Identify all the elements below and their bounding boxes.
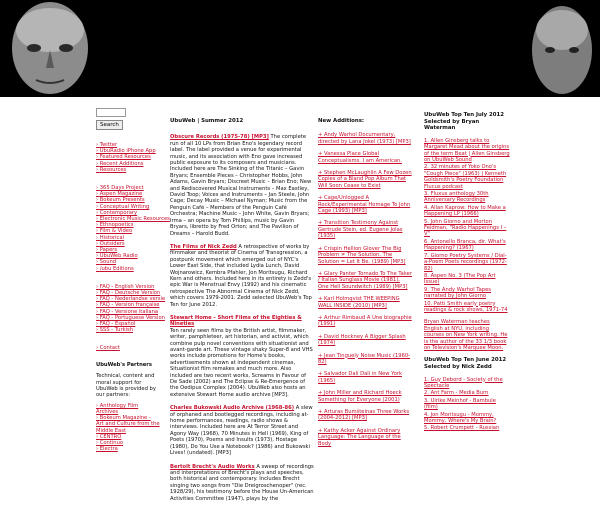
nav-item[interactable]: › FAQ - Nederlandse versie <box>96 296 160 302</box>
header-banner <box>0 0 600 97</box>
nav-item[interactable]: › 365 Days Project <box>96 185 160 191</box>
nav-item[interactable]: › FAQ - Español <box>96 321 160 327</box>
partner-link[interactable]: › Continuo <box>96 440 160 446</box>
nav-item[interactable]: › Electronic Music Resources <box>96 216 160 222</box>
additions-heading: New Additions: <box>318 118 365 124</box>
article <box>170 315 314 398</box>
article-title-link[interactable]: Obscure Records (1975-78) [MP3] <box>170 134 269 141</box>
top-ten-column <box>424 112 510 433</box>
top-ten-item[interactable]: 4. Allan Kaprow: How to Make a Happening LP (1966) <box>424 204 506 218</box>
portrait-image <box>0 0 100 97</box>
nav-main-list <box>96 142 160 173</box>
partner-link[interactable]: › Electra <box>96 446 160 452</box>
main-content <box>170 118 314 509</box>
nav-item[interactable]: › Ethnopoetics <box>96 222 160 228</box>
selector-bio[interactable]: Bryan Waterman teaches English at NYU, including courses on New York writing. He is the author of the 33 1/3 book on Television's Marquee Moon. <box>424 319 508 351</box>
addition-item[interactable]: + Andy Warhol Documentary, directed by Lana Jokel (1973) [MP3] <box>318 132 411 145</box>
addition-item[interactable]: + David Hockney A Bigger Splash (1974) <box>318 333 406 347</box>
portrait-image-right <box>522 0 600 97</box>
search-input[interactable] <box>96 108 126 117</box>
top-ten-item[interactable]: 6. Antonello Branca, dir. What's Happening? (1967) <box>424 238 506 252</box>
nav-item[interactable]: › Aspen Magazine <box>96 191 160 197</box>
top-ten-item[interactable]: 10. Patti Smith early poetry readings & rock shows, 1971-74 <box>424 300 508 313</box>
article-body: Ten rarely seen films by the British artist, filmmaker, writer, pamphleteer, art historian, and activist, which combine pulp novel conventions with situationist and avant-garde art. These vintage shaky Super-8 and VHS works include promotions for Home's books, advertisements shown at independent cinemas, Situationist film remakes and much more. Also included are two recent works, Screams in Favour of De Sade (2002) and The Eclipse & Re-Emergence of the Oedipus Complex (2004). UbuWeb also hosts an extensive Stewart Home audio archive [MP3]. <box>170 327 313 398</box>
new-additions <box>318 118 412 453</box>
partner-link[interactable]: › Bokeum Magazine - Art and Culture from the Middle East <box>96 415 160 434</box>
nav-faq-list <box>96 283 166 334</box>
article-title-link[interactable]: The Films of Nick Zedd <box>170 243 237 250</box>
left-sidebar <box>96 108 170 453</box>
addition-item[interactable]: + John Miller and Richard Hoeck Something for Everyone (2001) <box>318 390 402 403</box>
article-body: A sweep of recordings and interpretations of Brecht's plays and speeches, both historical and contemporary. Includes Brecht singing two songs from "Die Dreigroschenoper" (rec. 1928/29), his testimony before the House Un-American Activities Committee (1947), plays by the <box>170 463 314 502</box>
partners-heading: UbuWeb's Partners <box>96 361 152 368</box>
nav-item[interactable]: › FAQ - Deutsche Version <box>96 290 160 296</box>
addition-item[interactable]: + Transition Testimony Against Gertrude Stein, ed. Eugene Jolas (1935) <box>318 220 403 240</box>
top-ten-item[interactable]: 7. Giorno Poetry Systems / Dial-a-Poem Poets recordings (1972-82) <box>424 252 507 272</box>
addition-item[interactable]: + Arthur Rimbaud A Une biographie (1991) <box>318 314 412 328</box>
nav-item[interactable]: › /ubu Editions <box>96 266 160 272</box>
top-ten-item[interactable]: 3. Ulrike Meinhof - Bambule (film) <box>424 397 496 411</box>
top-ten-item[interactable]: 4. Jon Moritsugu - Mommy, Mommy, Where's My Brain? <box>424 411 497 424</box>
addition-item[interactable]: + Salvador Dalí Dalí in New York (1965) <box>318 371 402 384</box>
nav-item[interactable]: › Sound <box>96 259 160 265</box>
top-ten-item[interactable]: 3. Fluxus anthology 30th Anniversary Recordings <box>424 191 489 204</box>
addition-item[interactable]: + Crispin Hellion Glover The Big Problem ≠ The Solution. The Solution = Let It Be. (1989) [MP3] <box>318 245 406 265</box>
nav-item[interactable]: › Historical <box>96 235 160 241</box>
addition-item[interactable]: + Vanessa Place Global Conceptualisms. I am American. <box>318 151 402 164</box>
addition-item[interactable]: + Karl Holmqvist THE WEEPING WALL INSIDE (2010) [MP3] <box>318 296 400 309</box>
nav-item[interactable]: › FAQ - Versione italiana <box>96 309 160 315</box>
article <box>170 405 314 456</box>
nav-item[interactable]: › FAQ - Portuguese Version <box>96 315 160 321</box>
top-ten-item[interactable]: 9. The Andy Warhol Tapes narrated by John Giorno <box>424 286 491 300</box>
partner-link[interactable]: › Anthology Film Archives <box>96 403 160 415</box>
partner-link[interactable]: › CENTRO <box>96 434 160 440</box>
partners-list <box>96 403 160 453</box>
top-ten-item[interactable]: 2. 32 minutes of Yoko Ono's "Cough Piece" (1963) | Kenneth Goldsmith's Poetry Foundation Flucus podcast <box>424 164 507 190</box>
search-button[interactable]: Search <box>96 120 123 130</box>
nav-contact-list <box>96 345 160 351</box>
addition-item[interactable]: + Jean Tinguely Noise Music (1960-82) <box>318 352 411 365</box>
top-ten-item[interactable]: 8. Aspen No. 3 (The Pop Art Issue) <box>424 272 496 286</box>
top-ten-heading: UbuWeb Top Ten July 2012 Selected by Bryan Waterman <box>424 112 505 132</box>
article-body: The complete run of all 10 LPs from Brian Eno's legendary record label. The label provided a venue for experimental music, and its association with Eno gave increased public exposure to its composers and musicians. Included here are The Sinking of the Titanic – Gavin Bryars; Ensemble Pieces – Christopher Hobbs, John Adams, Gavin Bryars; Discreet Music – Brian Eno; New and Rediscovered Musical Instruments – Max Eastley, David Toop; Voices and Instruments – Jan Steele, John Cage; Decay Music – Michael Nyman; Music from the Penguin Café – Members of the Penguin Café Orchestra; Machine Music – John White, Gavin Bryars; Irma – an opera by Tom Phillips, music by Gavin Bryars, libretto by Fred Orton; and The Pavilion of Dreams – Harold Budd. <box>170 134 312 237</box>
nav-item[interactable]: › FAQ - English Version <box>96 284 160 290</box>
top-ten-item[interactable]: 1. Guy Debord - Society of the Spectacle <box>424 376 503 389</box>
article-title-link[interactable]: Stewart Home - Short Films of the Eighties & Nineties <box>170 314 302 328</box>
nav-item[interactable]: › Recent Additions <box>96 161 160 167</box>
nav-item-contact[interactable]: › Contact <box>96 345 160 351</box>
top-ten-heading-june: UbuWeb Top Ten June 2012 Selected by Nick Zedd <box>424 357 507 370</box>
article-body: A retrospective of works by filmmaker and theorist of Cinema of Transgression, a postpunk movement which emerged out of NYC's Lower East Side, that included Lydia Lunch, David Wojnarowicz, Kembra Pfahler, Jon Moritsugu, Richard Kern and others. Included here in its entirety is Zedd's epic War is Menstrual Envy (1992) and his cinematic retrospective The Abnormal Cinema of Nick Zedd, which covers 1979-2001. Zedd selected UbuWeb's Top Ten for June 2012. <box>170 243 312 308</box>
nav-item[interactable]: › Bokeum Presents <box>96 197 160 203</box>
nav-item[interactable]: › Twitter <box>96 142 160 148</box>
nav-item[interactable]: › UbuWeb Radio <box>96 253 160 259</box>
addition-item[interactable]: + Stephen McLaughlin A Few Dozen Copies of a Bland Pop Album That Will Soon Cease to Exist <box>318 170 412 189</box>
article-body: A slew of orphaned and bootlegged recordings, including at-home performances, readings, radio shows & interviews. Included here are At Terror Street and Agony Way (1968), 70 Minutes in Hell (1969), King of Poets (1970), Poems and Insults (1973), Hostage (1980), Do You Use a Notebook? (1986) and Bukowski Lives! (undated). [MP3] <box>170 405 313 457</box>
nav-item[interactable]: › Contemporary <box>96 210 160 216</box>
addition-item[interactable]: + Arturas Bumšteinas Three Works (2004-2012) [MP3] <box>318 409 410 422</box>
article-title-link[interactable]: Bertolt Brecht's Audio Works <box>170 463 255 470</box>
nav-item[interactable]: › Resources <box>96 167 160 173</box>
nav-item[interactable]: › Conceptual Writing <box>96 204 160 210</box>
article-title-link[interactable]: Charles Bukowski Audio Archive (1968-86) <box>170 405 295 412</box>
top-ten-item[interactable]: 5. Robert Crumpett - Russian <box>424 425 500 432</box>
nav-item[interactable]: › Outsiders <box>96 241 160 247</box>
top-ten-list-june <box>424 377 510 432</box>
nav-item[interactable]: › FAQ - Version française <box>96 302 160 308</box>
article <box>170 134 314 237</box>
article <box>170 464 314 502</box>
addition-item[interactable]: + Kathy Acker Against Ordinary Language: The Language of the Body <box>318 427 401 447</box>
addition-item[interactable]: + Glary Panter Tornado To The Taker / Italian Sunglass Movie (1981), One Hell Soundwitch (1989) [MP3] <box>318 270 412 290</box>
nav-item[interactable]: › Film & Video <box>96 228 160 234</box>
page-title: UbuWeb | Summer 2012 <box>170 118 244 124</box>
article <box>170 244 314 308</box>
top-ten-item[interactable]: 1. Allen Ginsberg talks to Margaret Mead about the origins of the term Beat | Allen Ginsberg on UbuWeb Sound <box>424 137 510 163</box>
nav-topics-list <box>96 185 170 272</box>
addition-item[interactable]: + Cage/Unlogged A Rock/Experimental Homage To John Cage (1993) [MP3] <box>318 195 411 215</box>
top-ten-item[interactable]: 2. Ant Farm - Media Burn <box>424 390 489 397</box>
top-ten-list <box>424 138 510 314</box>
partners-text: Technical, content and moral support for UbuWeb is provided by our partners: <box>96 373 156 399</box>
top-ten-item[interactable]: 5. John Giorno and Morton Feldman, "Radio Happenings I – V" <box>424 218 507 238</box>
nav-item[interactable]: › UbuRadio iPhone App <box>96 148 160 154</box>
nav-item[interactable]: › Featured Resources <box>96 154 160 160</box>
nav-item[interactable]: › Papers <box>96 247 160 253</box>
nav-item[interactable]: › SSS - Turkish <box>96 327 160 333</box>
